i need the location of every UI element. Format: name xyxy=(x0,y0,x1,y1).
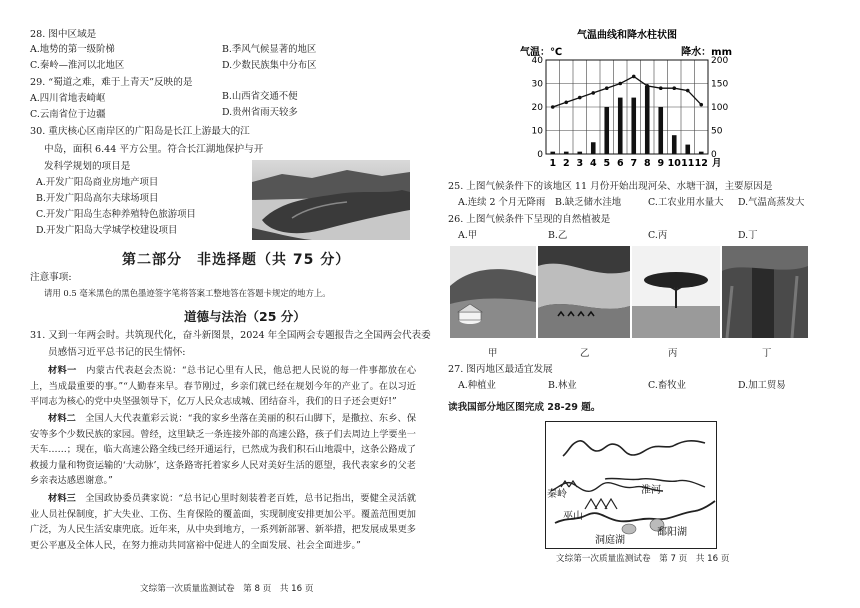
label-huaihe: 淮河 xyxy=(641,485,661,496)
photo-yi-desert-camels xyxy=(538,246,630,338)
left-tick-label: 20 xyxy=(531,103,543,113)
q31-line-1: 31. 又到一年两会时。共筑现代化，奋斗新图景，2024 年全国两会专题报告之全国两会代表委 xyxy=(30,330,431,341)
left-footer: 文综第一次质量监测试卷 第 8 页 共 16 页 xyxy=(140,584,314,594)
notice-text: 请用 0.5 毫米黑色的黑色墨迹签字笔将答案工整地答在答题卡规定的地方上。 xyxy=(44,288,331,298)
material-3 xyxy=(30,491,416,553)
caption-yi: 乙 xyxy=(580,348,590,359)
precipitation-bar xyxy=(550,152,555,154)
q30-option-b[interactable]: B.开发广阳岛高尔夫球场项目 xyxy=(36,193,159,204)
left-tick-label: 0 xyxy=(537,150,543,160)
precipitation-bar xyxy=(577,152,582,154)
map-intro: 读我国部分地区图完成 28-29 题。 xyxy=(448,402,601,413)
month-tick-label: 10 xyxy=(667,158,681,169)
q30-line-3: 发科学规划的项目是 xyxy=(44,161,131,172)
q27-option-b[interactable]: B.林业 xyxy=(548,380,577,391)
month-tick-label: 11 xyxy=(681,158,695,169)
q28-option-c[interactable]: C.秦岭—淮河以北地区 xyxy=(30,60,125,71)
right-tick-label: 150 xyxy=(711,79,729,90)
temperature-point xyxy=(605,86,609,90)
left-tick-label: 40 xyxy=(531,56,543,66)
material-2-lead: 材料二 xyxy=(48,413,76,424)
photo-jia-steppe-yurt xyxy=(450,246,536,338)
q29-option-c[interactable]: C.云南省位于边疆 xyxy=(30,109,106,120)
q27-stem: 27. 图丙地区最适宜发展 xyxy=(448,364,553,375)
left-tick-label: 30 xyxy=(531,79,543,90)
part2-title: 第二部分 非选择题（共 75 分） xyxy=(122,252,351,268)
label-qinling: 秦岭 xyxy=(547,489,567,500)
precipitation-bar xyxy=(699,152,704,154)
material-2-text: 全国人大代表董彩云说：“我的家乡坐落在美丽的积石山脚下，是撒拉、东乡、保安等多个少数民族的家园。曾经，这里缺乏一条连接外部的高速公路，孩子们去周边上学要坐一天车……；现在，临大高速公路全线已经开通运行，已然成为我们积石山地震中，这条公路成了救援力量和物资运输的‘大动脉’，这条路寄托着家乡人民对美好生活的愿望，我代表家乡的父老乡亲表达感恩谢意。” xyxy=(30,413,417,487)
q29-option-a[interactable]: A.四川省地表崎岖 xyxy=(30,93,106,104)
q28-option-d[interactable]: D.少数民族集中分布区 xyxy=(222,60,317,71)
q28-stem: 28. 图中区域是 xyxy=(30,29,97,40)
photo-ding-rainforest xyxy=(722,246,808,338)
photo-bing-savanna-tree xyxy=(632,246,720,338)
q25-option-a[interactable]: A.连续 2 个月无降雨 xyxy=(458,197,546,208)
precipitation-bar xyxy=(672,135,677,154)
left-tick-label: 10 xyxy=(531,126,543,137)
right-footer: 文综第一次质量监测试卷 第 7 页 共 16 页 xyxy=(556,554,730,564)
q28-option-b[interactable]: B.季风气候显著的地区 xyxy=(222,44,317,55)
right-tick-label: 100 xyxy=(711,103,729,113)
temperature-point xyxy=(618,82,622,86)
q30-line-1: 30. 重庆核心区南岸区的广阳岛是长江上游最大的江 xyxy=(30,126,250,137)
temperature-point xyxy=(564,101,568,105)
caption-ding: 丁 xyxy=(762,348,772,359)
month-tick-label: 4 xyxy=(589,158,597,169)
chart-title: 气温曲线和降水柱状图 xyxy=(577,30,677,41)
q27-option-a[interactable]: A.种植业 xyxy=(458,380,496,391)
precipitation-bar xyxy=(631,98,636,154)
month-tick-label: 3 xyxy=(576,158,584,169)
q26-option-d[interactable]: D.丁 xyxy=(738,230,758,241)
left-axis-label: 气温：℃ xyxy=(520,47,563,58)
temperature-point xyxy=(659,86,663,90)
right-tick-label: 0 xyxy=(711,150,717,160)
temperature-point xyxy=(578,96,582,100)
month-tick-label: 7 xyxy=(630,158,638,169)
label-poyang: 鄱阳湖 xyxy=(657,527,687,538)
month-unit-label: 月 xyxy=(712,158,722,169)
q30-option-c[interactable]: C.开发广阳岛生态种养殖特色旅游项目 xyxy=(36,209,196,220)
material-1-lead: 材料一 xyxy=(48,365,77,376)
q28-option-a[interactable]: A.地势的第一级阶梯 xyxy=(30,44,115,55)
dongting-lake-icon xyxy=(622,524,636,534)
month-tick-label: 5 xyxy=(603,158,611,169)
precipitation-bar xyxy=(604,107,609,154)
precipitation-bar xyxy=(645,86,650,154)
month-tick-label: 8 xyxy=(643,158,651,169)
caption-jia: 甲 xyxy=(488,348,498,359)
q25-option-b[interactable]: B.缺乏储水洼地 xyxy=(555,197,622,208)
material-2 xyxy=(30,411,416,489)
q25-option-c[interactable]: C.工农业用水量大 xyxy=(648,197,724,208)
right-tick-label: 200 xyxy=(711,56,729,66)
q29-option-b[interactable]: B.山西省交通不便 xyxy=(222,91,298,102)
china-region-map xyxy=(545,421,717,549)
right-axis-label: 降水：mm xyxy=(681,47,732,58)
guangyang-island-photo xyxy=(252,160,410,240)
precipitation-bar xyxy=(591,142,596,154)
right-tick-label: 50 xyxy=(711,126,723,137)
temperature-point xyxy=(632,75,636,79)
material-3-text: 全国政协委员龚家说：“总书记心里时刻装着老百姓，总书记指出，要健全灵活就业人员社保制度，扩大失业、工伤、生育保险的覆盖面，实现制度安排更加公平。覆盖范围更加广泛，为人民生活安康兜底。近年来，从中央到地方，一系列新部署、新举措，把发展成果更多更公平惠及全体人民，在努力推动共同富裕中促进人的全面发展、社会全面进步。” xyxy=(30,493,417,551)
q26-stem: 26. 上图气候条件下呈现的自然植被是 xyxy=(448,214,611,225)
label-dongting: 洞庭湖 xyxy=(595,535,625,546)
precipitation-bar xyxy=(618,98,623,154)
temperature-point xyxy=(699,103,703,107)
q27-option-d[interactable]: D.加工贸易 xyxy=(738,380,786,391)
temperature-point xyxy=(591,91,595,95)
q26-option-b[interactable]: B.乙 xyxy=(548,230,568,241)
precipitation-bar xyxy=(564,152,569,154)
precipitation-bar xyxy=(685,145,690,154)
month-tick-label: 6 xyxy=(616,158,624,169)
climate-chart xyxy=(518,28,736,178)
q29-option-d[interactable]: D.贵州省雨天较多 xyxy=(222,107,298,118)
month-tick-label: 2 xyxy=(562,158,570,169)
q31-line-2: 员感悟习近平总书记的民生情怀: xyxy=(48,347,186,358)
caption-bing: 丙 xyxy=(668,348,678,359)
temperature-point xyxy=(645,84,649,88)
temperature-point xyxy=(672,86,676,90)
month-tick-label: 1 xyxy=(549,158,557,169)
month-tick-label: 9 xyxy=(657,158,665,169)
material-1-text: 内蒙古代表赵会杰说：“总书记心里有人民，他总把人民说的每一件事都放在心上，当成最重要的事。”“人勤春来早。春节刚过，乡亲们就已经在规划今年的产业了。在以习近平同志为核心的党中央坚强领导下，亿万人民众志成城、团结奋斗，我们的日子还会更好!” xyxy=(30,365,417,408)
notice-label: 注意事项: xyxy=(30,272,72,283)
q30-option-a[interactable]: A.开发广阳岛商业房地产项目 xyxy=(36,177,159,188)
q27-option-c[interactable]: C.畜牧业 xyxy=(648,380,686,391)
q30-line-2: 中岛，面积 6.44 平方公里。符合长江湖地保护与开 xyxy=(44,144,264,155)
q29-stem: 29. “蜀道之难，难于上青天”反映的是 xyxy=(30,77,193,88)
q30-option-d[interactable]: D.开发广阳岛大学城学校建设项目 xyxy=(36,225,178,236)
q26-option-c[interactable]: C.丙 xyxy=(648,230,668,241)
ethics-law-title: 道德与法治（25 分） xyxy=(184,309,306,324)
precipitation-bar xyxy=(658,107,663,154)
material-1 xyxy=(30,363,416,410)
temperature-point xyxy=(686,89,690,93)
month-tick-label: 12 xyxy=(694,158,708,169)
q25-option-d[interactable]: D.气温高蒸发大 xyxy=(738,197,805,208)
q25-stem: 25. 上图气候条件下的该地区 11 月份开始出现河朵、水塘干涸，主要原因是 xyxy=(448,181,773,192)
label-wushan: 巫山 xyxy=(563,511,583,522)
temperature-point xyxy=(551,105,555,109)
q26-option-a[interactable]: A.甲 xyxy=(458,230,478,241)
material-3-lead: 材料三 xyxy=(48,493,76,504)
